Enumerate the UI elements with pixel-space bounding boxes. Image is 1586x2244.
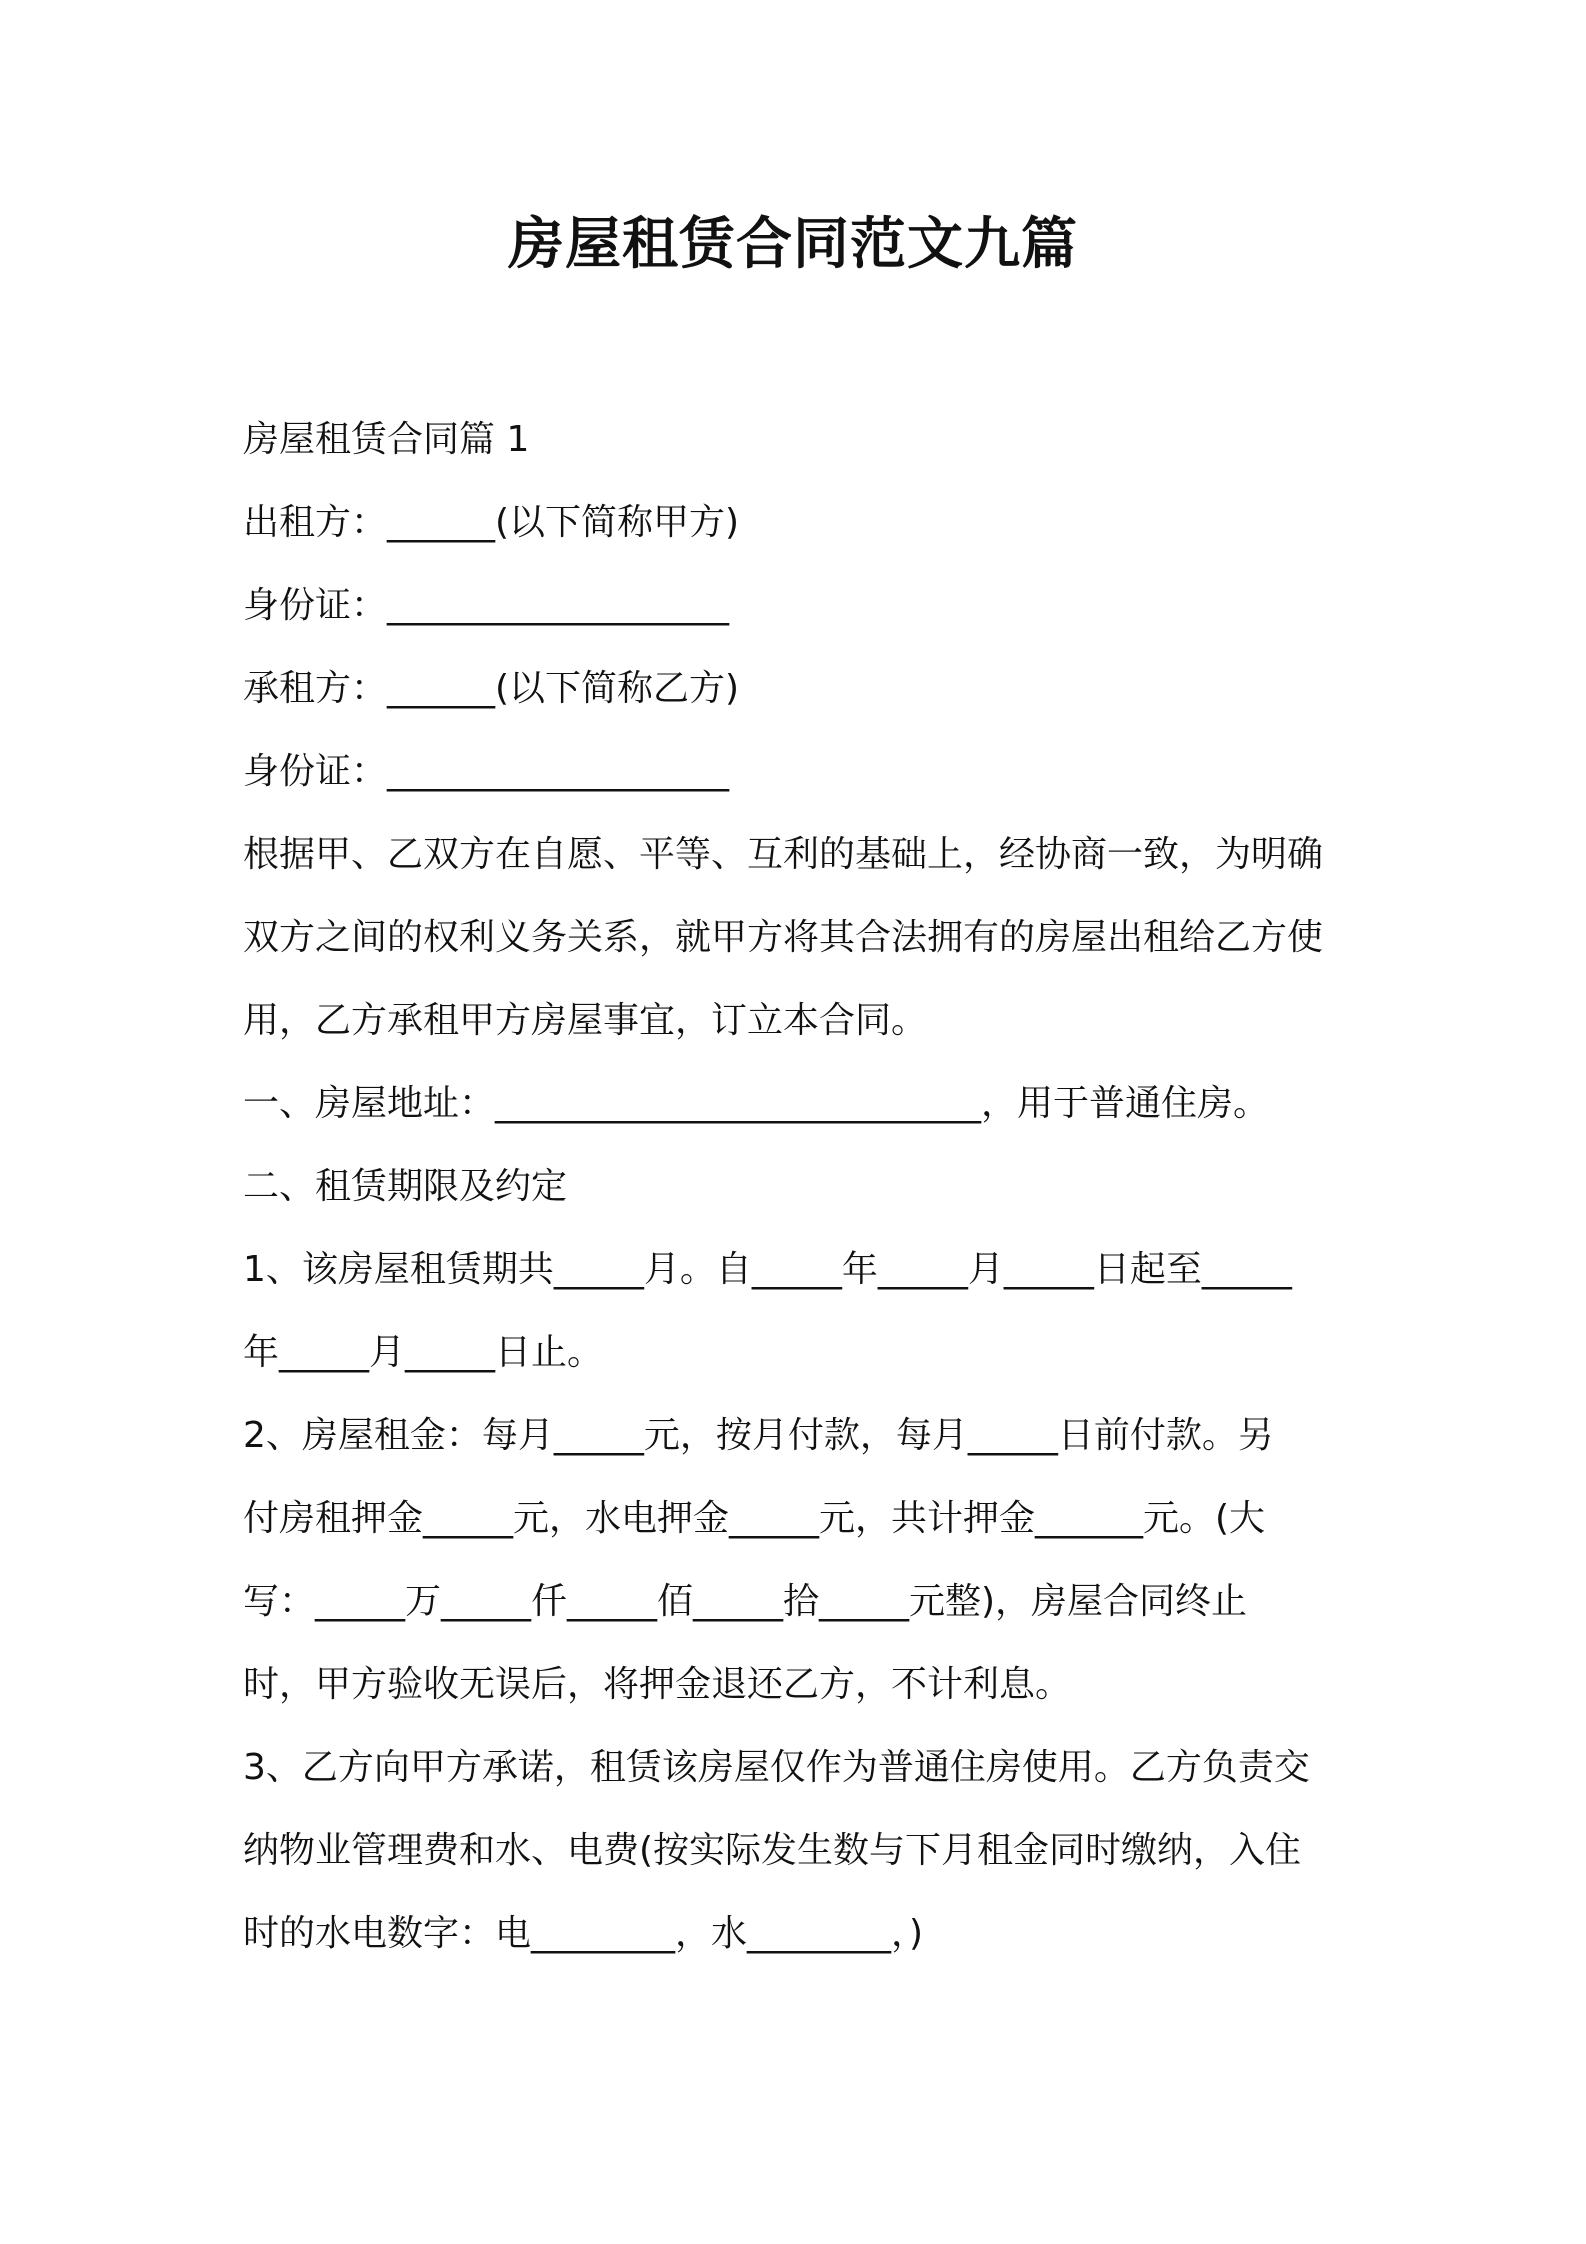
clause-line: 纳物业管理费和水、电费(按实际发生数与下月租金同时缴纳，入住 [243, 1830, 1302, 1871]
paragraph-line: 双方之间的权利义务关系，就甲方将其合法拥有的房屋出租给乙方使 [243, 917, 1324, 958]
lessor-line: 出租方：______(以下简称甲方) [243, 502, 740, 543]
clause-line: 时，甲方验收无误后，将押金退还乙方，不计利息。 [243, 1664, 1072, 1705]
address-clause-line: 一、房屋地址：___________________________，用于普通住房。 [243, 1083, 1270, 1124]
clause-line: 时的水电数字：电________，水________，) [243, 1913, 924, 1954]
term-heading-line: 二、租赁期限及约定 [243, 1166, 568, 1207]
clause-line: 2、房屋租金：每月_____元，按月付款，每月_____日前付款。另 [243, 1415, 1274, 1456]
clause-line: 年_____月_____日止。 [243, 1332, 604, 1373]
lessee-line: 承租方：______(以下简称乙方) [243, 668, 740, 709]
clause-line: 付房租押金_____元，水电押金_____元，共计押金______元。(大 [243, 1498, 1266, 1539]
clause-line: 写：_____万_____仟_____佰_____拾_____元整)，房屋合同终止 [243, 1581, 1248, 1622]
paragraph-line: 用，乙方承租甲方房屋事宜，订立本合同。 [243, 1000, 928, 1041]
clause-line: 1、该房屋租赁期共_____月。自_____年_____月_____日起至_____ [243, 1249, 1292, 1290]
document-title: 房屋租赁合同范文九篇 [508, 212, 1078, 277]
clause-line: 3、乙方向甲方承诺，租赁该房屋仅作为普通住房使用。乙方负责交 [243, 1747, 1310, 1788]
section-heading: 房屋租赁合同篇 1 [243, 419, 530, 460]
lessee-id-line: 身份证：___________________ [243, 751, 730, 792]
lessor-id-line: 身份证：___________________ [243, 585, 730, 626]
paragraph-line: 根据甲、乙双方在自愿、平等、互利的基础上，经协商一致，为明确 [243, 834, 1324, 875]
document-body [243, 398, 1363, 1975]
